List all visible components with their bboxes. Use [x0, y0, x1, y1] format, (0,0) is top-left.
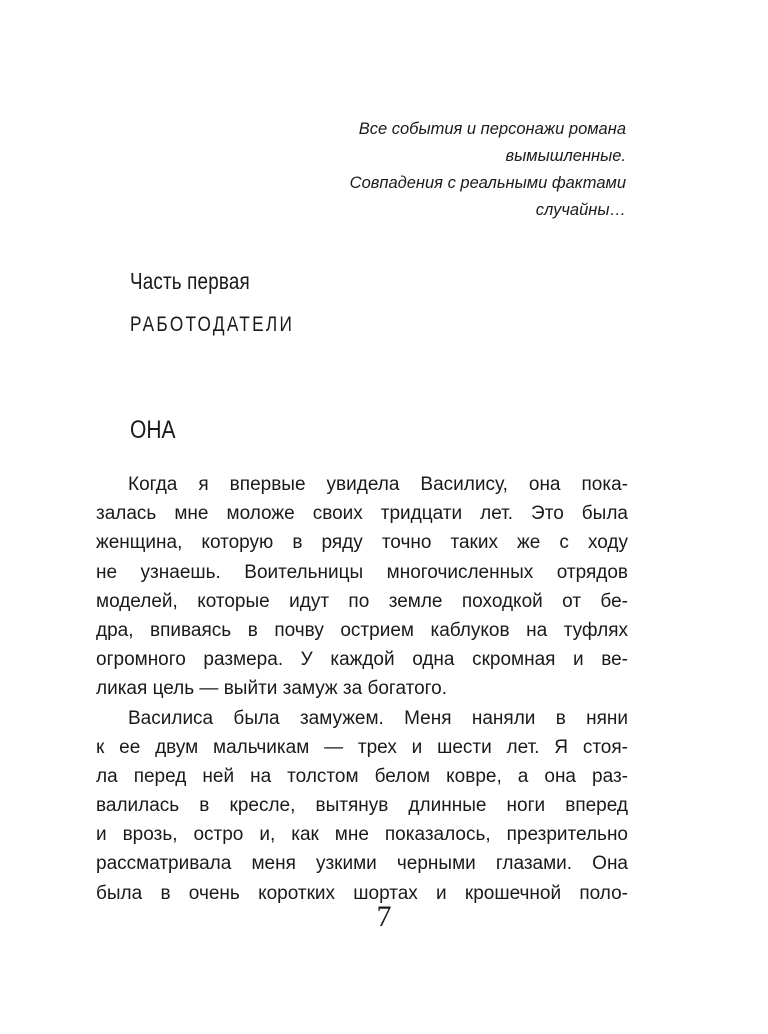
- epigraph: [206, 116, 626, 224]
- chapter-title: ОНА: [130, 416, 176, 444]
- text-line: Василиса была замужем. Меня наняли в няни: [128, 707, 628, 729]
- text-line: ликая цель — выйти замуж за богатого.: [96, 678, 448, 700]
- text-line: Когда я впервые увидела Василису, она пока-: [128, 474, 628, 495]
- text-line: к ее двум мальчикам — трех и шести лет. Я стоя-: [96, 736, 628, 758]
- page-number: 7: [376, 900, 392, 933]
- text-line: не узнаешь. Воительницы многочисленных отрядов: [96, 561, 628, 583]
- text-line: женщина, которую в ряду точно таких же с ходу: [96, 532, 628, 554]
- part-title: Часть первая: [130, 268, 250, 294]
- text-line: дра, впиваясь в почву острием каблуков на туфлях: [96, 619, 628, 641]
- text-line: залась мне моложе своих тридцати лет. Это была: [96, 503, 628, 525]
- text-line: валилась в кресле, вытянув длинные ноги вперед: [96, 795, 628, 817]
- epigraph-line: случайны…: [535, 201, 626, 219]
- body-text: [96, 470, 628, 908]
- epigraph-line: Совпадения с реальными фактами: [349, 174, 626, 192]
- epigraph-line: Все события и персонажи романа: [358, 120, 626, 138]
- text-line: была в очень коротких шортах и крошечной поло-: [96, 882, 628, 904]
- epigraph-line: вымышленные.: [505, 147, 626, 165]
- text-line: ла перед ней на толстом белом ковре, а она раз-: [96, 765, 628, 787]
- text-line: и врозь, остро и, как мне показалось, презрительно: [96, 824, 628, 846]
- text-line: моделей, которые идут по земле походкой от бе-: [96, 590, 628, 612]
- part-subtitle: РАБОТОДАТЕЛИ: [130, 313, 295, 336]
- text-line: рассматривала меня узкими черными глазами. Она: [96, 853, 628, 875]
- text-line: огромного размера. У каждой одна скромная и ве-: [96, 649, 628, 671]
